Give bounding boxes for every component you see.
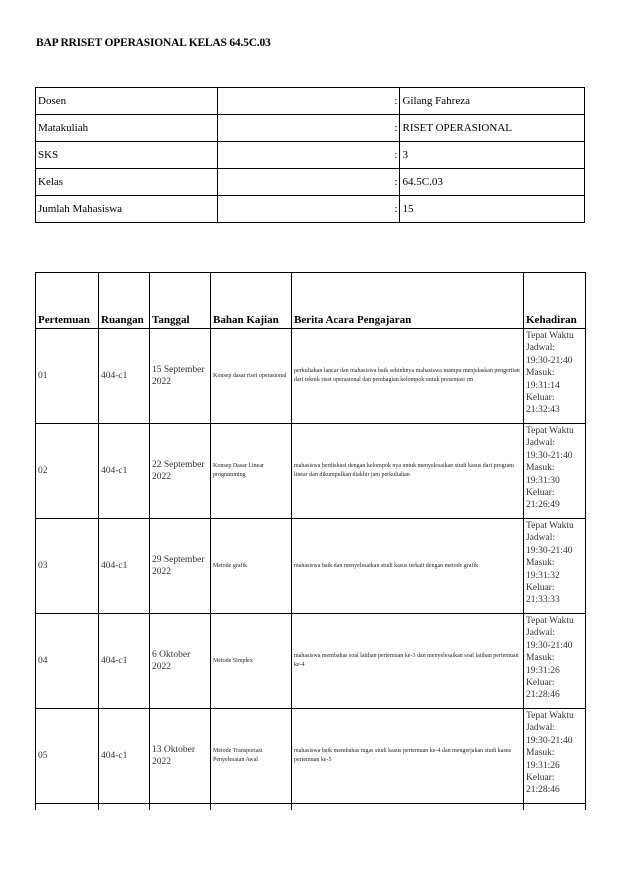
- cell-ruangan: 404-c1: [99, 424, 150, 519]
- cell-pertemuan: 03: [36, 519, 99, 614]
- hadir-masuk-label: Masuk:: [526, 558, 555, 569]
- hadir-masuk-label: Masuk:: [526, 368, 555, 379]
- table-row: [36, 519, 586, 614]
- info-value: RISET OPERASIONAL: [400, 115, 585, 142]
- cell-ruangan: 404-c1: [99, 614, 150, 709]
- header-pertemuan: Pertemuan: [36, 273, 99, 329]
- hadir-jadwal-label: Jadwal:: [526, 628, 556, 639]
- hadir-keluar: 21:32:43: [526, 405, 560, 416]
- table-header-row: [36, 273, 586, 329]
- info-row: [36, 88, 585, 115]
- hadir-status: Tepat Waktu: [526, 711, 574, 721]
- info-table: [35, 87, 585, 223]
- cell-tanggal: 6 Oktober 2022: [150, 614, 211, 709]
- info-row: [36, 169, 585, 196]
- table-row: [36, 709, 586, 804]
- cell-ruangan: 404-c1: [99, 709, 150, 804]
- cell-pertemuan: 02: [36, 424, 99, 519]
- info-row: [36, 115, 585, 142]
- cell-ruangan: 404-c1: [99, 329, 150, 424]
- hadir-keluar-label: Keluar:: [526, 393, 555, 404]
- table-row: [36, 424, 586, 519]
- hadir-keluar-label: Keluar:: [526, 583, 555, 594]
- cell-kehadiran: [524, 519, 586, 614]
- hadir-masuk: 19:31:30: [526, 475, 560, 486]
- cell-bahan-kajian: Metode Transportasi Penyelesaian Awal: [211, 709, 292, 804]
- header-berita-acara: Berita Acara Pengajaran: [292, 273, 524, 329]
- hadir-keluar: 21:28:46: [526, 785, 560, 796]
- hadir-masuk: 19:31:32: [526, 570, 560, 581]
- hadir-jadwal-label: Jadwal:: [526, 723, 556, 734]
- info-value: 3: [400, 142, 585, 169]
- header-ruangan: Ruangan: [99, 273, 150, 329]
- document-title: BAP RRISET OPERASIONAL KELAS 64.5C.03: [36, 37, 271, 49]
- hadir-status: Tepat Waktu: [526, 426, 574, 436]
- cell-tanggal: 29 September 2022: [150, 519, 211, 614]
- info-label: Jumlah Mahasiswa: [36, 196, 218, 223]
- attendance-table: [35, 272, 586, 810]
- table-row: [36, 614, 586, 709]
- info-label: SKS: [36, 142, 218, 169]
- cell-kehadiran: [524, 329, 586, 424]
- info-separator: :: [218, 196, 400, 223]
- hadir-masuk-label: Masuk:: [526, 463, 555, 474]
- info-separator: :: [218, 88, 400, 115]
- cell-kehadiran: [524, 614, 586, 709]
- cell-kehadiran: [524, 424, 586, 519]
- cell-berita-acara: perkuliahan lancar dan mahasiswa baik sehinhnya mahasiswa mampu menjelaskan pengertian dari teknik riset operasional dan pembagian kelompok untuk presentasi rm: [292, 329, 524, 424]
- hadir-jadwal: 19:30-21:40: [526, 355, 573, 366]
- hadir-masuk-label: Masuk:: [526, 653, 555, 664]
- hadir-keluar: 21:33:33: [526, 595, 560, 606]
- cell-bahan-kajian: Metode Simplex: [211, 614, 292, 709]
- hadir-jadwal: 19:30-21:40: [526, 545, 573, 556]
- cell-bahan-kajian: Konsep Dasar Linear programming: [211, 424, 292, 519]
- hadir-masuk: 19:31:26: [526, 760, 560, 771]
- cell-berita-acara: mahasiswa membahas soal latihan pertemuan ke-3 dan menyelesaikan soal latihan pertemuan ke-4: [292, 614, 524, 709]
- cell-kehadiran: [524, 709, 586, 804]
- cell-tanggal: 22 September 2022: [150, 424, 211, 519]
- cell-berita-acara: mahasiswa baik membahas tugas studi kasus pertemuan ke-4 dan mengerjakan studi kasus pertemuan ke-5: [292, 709, 524, 804]
- info-value: Gilang Fahreza: [400, 88, 585, 115]
- cell-tanggal: 13 Oktober 2022: [150, 709, 211, 804]
- cell-bahan-kajian: Metode grafik: [211, 519, 292, 614]
- hadir-jadwal-label: Jadwal:: [526, 343, 556, 354]
- hadir-jadwal-label: Jadwal:: [526, 533, 556, 544]
- table-row: [36, 329, 586, 424]
- hadir-status: Tepat Waktu: [526, 616, 574, 626]
- info-label: Matakuliah: [36, 115, 218, 142]
- cell-ruangan: 404-c1: [99, 519, 150, 614]
- hadir-jadwal-label: Jadwal:: [526, 438, 556, 449]
- hadir-keluar-label: Keluar:: [526, 488, 555, 499]
- info-separator: :: [218, 142, 400, 169]
- info-separator: :: [218, 169, 400, 196]
- info-row: [36, 142, 585, 169]
- cell-berita-acara: mahasiswa berdiskusi dengan kelompok nya untuk menyelesaikan studi kasus dari program linear dan dikumpulkan diakhir jam perkuliahan: [292, 424, 524, 519]
- cell-pertemuan: 04: [36, 614, 99, 709]
- cell-pertemuan: 05: [36, 709, 99, 804]
- hadir-jadwal: 19:30-21:40: [526, 450, 573, 461]
- hadir-keluar-label: Keluar:: [526, 773, 555, 784]
- info-value: 15: [400, 196, 585, 223]
- hadir-masuk-label: Masuk:: [526, 748, 555, 759]
- cell-pertemuan: 01: [36, 329, 99, 424]
- hadir-masuk: 19:31:26: [526, 665, 560, 676]
- header-kehadiran: Kehadiran: [524, 273, 586, 329]
- header-tanggal: Tanggal: [150, 273, 211, 329]
- hadir-masuk: 19:31:14: [526, 380, 560, 391]
- info-value: 64.5C.03: [400, 169, 585, 196]
- info-separator: :: [218, 115, 400, 142]
- info-row: [36, 196, 585, 223]
- hadir-keluar: 21:28:46: [526, 690, 560, 701]
- hadir-status: Tepat Waktu: [526, 331, 574, 341]
- info-label: Dosen: [36, 88, 218, 115]
- header-bahan-kajian: Bahan Kajian: [211, 273, 292, 329]
- cell-bahan-kajian: Konsep dasar riset operasional: [211, 329, 292, 424]
- hadir-jadwal: 19:30-21:40: [526, 640, 573, 651]
- hadir-status: Tepat Waktu: [526, 521, 574, 531]
- table-row-partial: [36, 804, 586, 811]
- info-label: Kelas: [36, 169, 218, 196]
- cell-berita-acara: mahasiswa baik dan menyelesaikan studi kasus terkait dengan metode grafik: [292, 519, 524, 614]
- hadir-keluar-label: Keluar:: [526, 678, 555, 689]
- hadir-jadwal: 19:30-21:40: [526, 735, 573, 746]
- hadir-keluar: 21:26:49: [526, 500, 560, 511]
- cell-tanggal: 15 September 2022: [150, 329, 211, 424]
